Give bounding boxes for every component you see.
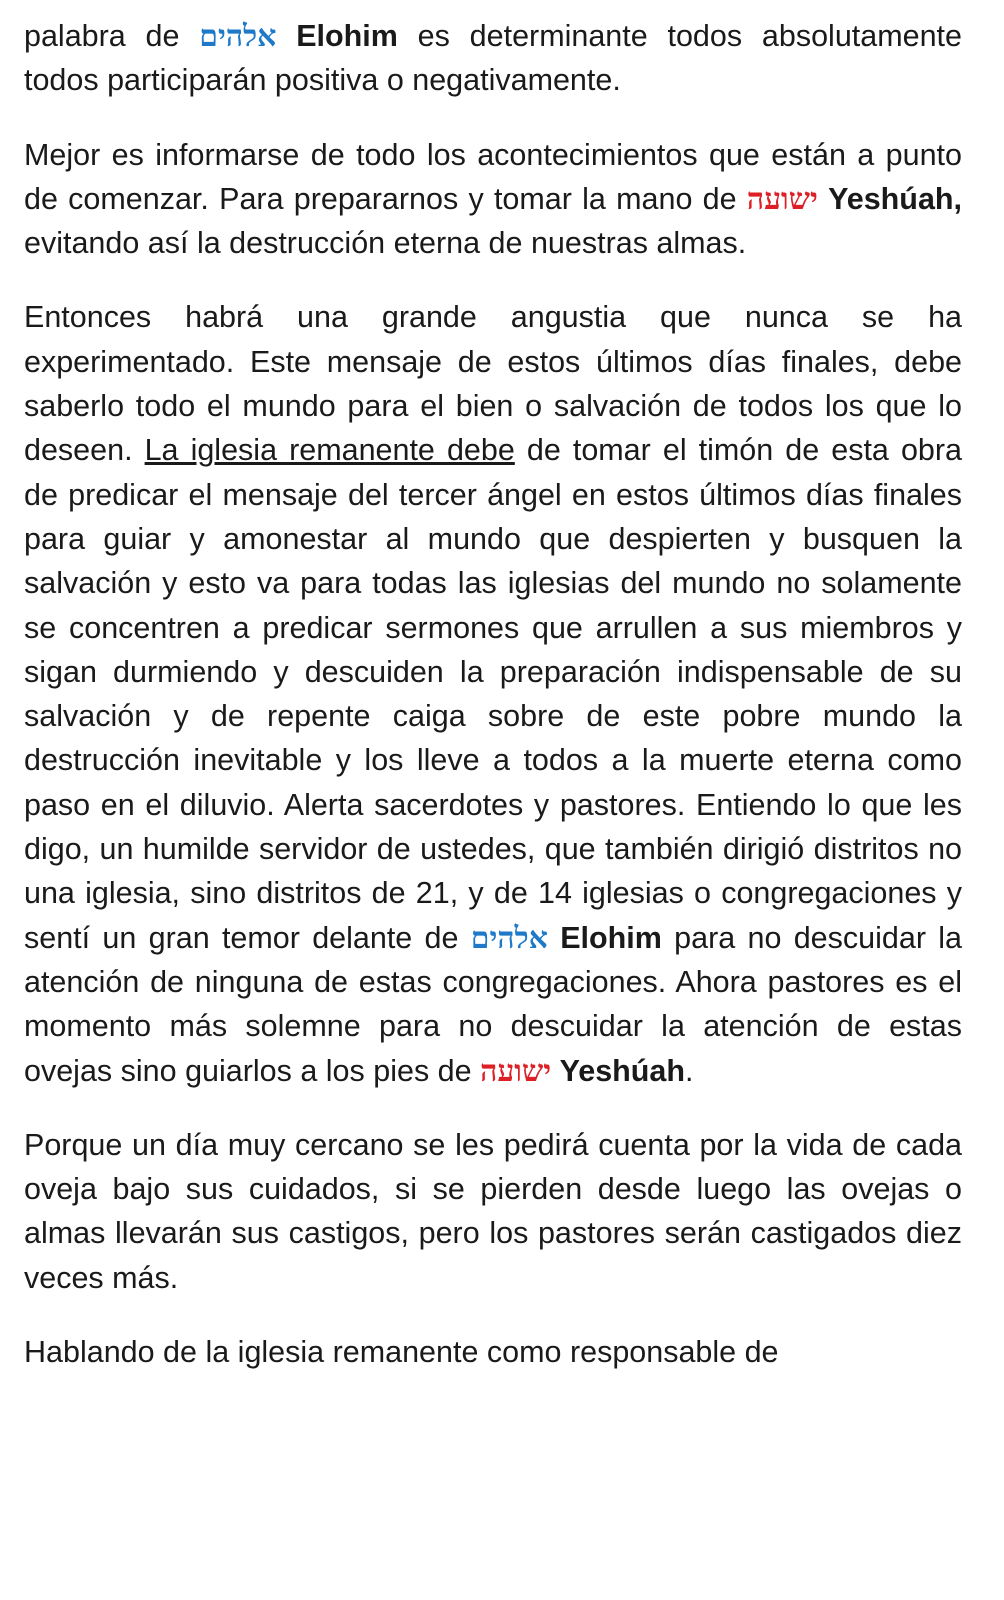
p1-text-1: palabra de	[24, 19, 200, 53]
paragraph-4	[24, 1123, 962, 1300]
paragraph-2	[24, 133, 962, 266]
p3-space-1	[548, 921, 560, 955]
p3-text-3: para no descuidar la atención de ninguna de estas congregaciones. Ahora pastores es el momento más solemne para no descuidar la atención de estas ovejas sino guiarlos a los pies de	[24, 920, 962, 1088]
p4-text: Porque un día muy cercano se les pedirá cuenta por la vida de cada oveja bajo sus cuidados, si se pierden desde luego las ovejas o almas llevarán sus castigos, pero los pastores serán castigados diez veces más.	[24, 1127, 962, 1295]
paragraph-1	[24, 14, 962, 103]
paragraph-5	[24, 1330, 962, 1374]
p3-space-2	[551, 1054, 559, 1088]
p3-period: .	[685, 1053, 694, 1088]
p2-space	[818, 182, 828, 216]
hebrew-elohim: אלהים	[470, 920, 548, 956]
hebrew-elohim: אלהים	[199, 19, 277, 54]
p3-text-2: de tomar el timón de esta obra de predicar el mensaje del tercer ángel en estos últimos días finales para guiar y amonestar al mundo que despierten y busquen la salvación y esto va para todas las iglesias del mundo no solamente se concentren a predicar sermones que arrullen a sus miembros y sigan durmiendo y descuiden la preparación indispensable de su salvación y de repente caiga sobre de este pobre mundo la destrucción inevitable y los lleve a todos a la muerte eterna como paso en el diluvio. Alerta sacerdotes y pastores. Entiendo lo que les digo, un humilde servidor de ustedes, que también dirigió distritos no una iglesia, sino distritos de 21, y de 14 iglesias o congregaciones y sentí un gran temor delante de	[24, 433, 962, 955]
document-page	[24, 14, 962, 1374]
yeshua-bold: Yeshúah	[559, 1053, 686, 1088]
hebrew-yeshua: ישועה	[480, 1053, 552, 1089]
p2-text-2: evitando así la destrucción eterna de nuestras almas.	[24, 226, 747, 261]
elohim-bold: Elohim	[560, 920, 662, 955]
hebrew-yeshua: ישועה	[746, 181, 818, 217]
paragraph-3	[24, 295, 962, 1092]
p3-text-1: Entonces habrá una grande angustia que nunca se ha experimentado. Este mensaje de estos últimos días finales, debe saberlo todo el mundo para el bien o salvación de todos los que lo deseen.	[24, 300, 962, 468]
yeshua-bold: Yeshúah,	[828, 181, 963, 216]
elohim-bold: Elohim	[296, 19, 398, 53]
p5-text: Hablando de la iglesia remanente como responsable de	[24, 1335, 779, 1370]
p1-text-2: es determinante todos absolutamente todos participarán positiva o negativamente.	[24, 19, 962, 98]
p1-space	[276, 19, 296, 53]
p2-text-1: Mejor es informarse de todo los acontecimientos que están a punto de comenzar. Para prepararnos y tomar la mano de	[24, 137, 962, 216]
underlined-phrase: La iglesia remanente debe	[144, 433, 515, 468]
